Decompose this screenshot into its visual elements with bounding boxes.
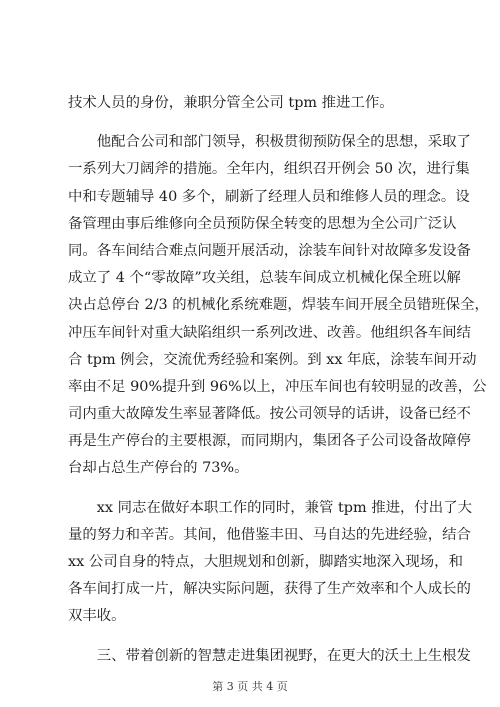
paragraph-gap bbox=[68, 483, 440, 495]
paragraph-gap bbox=[68, 117, 440, 129]
page-footer bbox=[0, 678, 500, 694]
text-line: 冲压车间针对重大缺陷组织一系列改进、改善。他组织各车间结 bbox=[68, 324, 471, 341]
text-line: 三、带着创新的智慧走进集团视野，在更大的沃土上生根发 bbox=[68, 647, 471, 664]
text-line: 量的努力和辛苦。其间，他借鉴丰田、马自达的先进经验，结合 bbox=[68, 526, 471, 543]
text-line: 一系列大刀阔斧的措施。全年内，组织召开例会 50 次，进行集 bbox=[68, 161, 470, 178]
text-line: 各车间打成一片，解决实际问题，获得了生产效率和个人成长的 bbox=[68, 581, 471, 598]
text-line: 合 tpm 例会，交流优秀经验和案例。到 xx 年底，涂装车间开动 bbox=[68, 351, 477, 368]
text-line: 中和专题辅导 40 多个，刷新了经理人员和维修人员的理念。设 bbox=[68, 188, 470, 205]
paragraph bbox=[68, 129, 489, 482]
text-line: 再是生产停台的主要根源，而同期内，集团各子公司设备故障停 bbox=[68, 433, 471, 450]
text-line: xx 公司自身的特点，大胆规划和创新，脚踏实地深入现场，和 bbox=[68, 554, 463, 570]
text-line: 备管理由事后维修向全员预防保全转变的思想为全公司广泛认 bbox=[68, 215, 457, 232]
text-line: 率由不足 90%提升到 96%以上，冲压车间也有较明显的改善，公 bbox=[68, 378, 487, 395]
text-line: 同。各车间结合难点问题开展活动，涂装车间针对故障多发设备 bbox=[68, 242, 471, 259]
page-number: 第 3 页 共 4 页 bbox=[212, 680, 288, 693]
paragraph bbox=[68, 495, 472, 631]
text-line: 司内重大故障发生率显著降低。按公司领导的话讲，设备已经不 bbox=[68, 406, 471, 423]
text-line: 台却占总生产停台的 73%。 bbox=[68, 460, 249, 477]
text-line: 双丰收。 bbox=[68, 608, 126, 625]
text-line: 他配合公司和部门领导，积极贯彻预防保全的思想，采取了 bbox=[68, 134, 471, 151]
text-line: 成立了 4 个“零故障”攻关组，总装车间成立机械化保全班以解 bbox=[68, 270, 461, 287]
text-line: 技术人员的身份，兼职分管全公司 tpm 推进工作。 bbox=[68, 95, 394, 111]
text-line: 决占总停台 2/3 的机械化系统难题，焊装车间开展全员错班保全， bbox=[68, 297, 489, 314]
paragraph bbox=[68, 643, 471, 670]
document-body bbox=[68, 90, 489, 670]
paragraph-gap bbox=[68, 631, 440, 643]
text-line: xx 同志在做好本职工作的同时，兼管 tpm 推进，付出了大 bbox=[68, 499, 472, 516]
paragraph bbox=[68, 90, 440, 117]
